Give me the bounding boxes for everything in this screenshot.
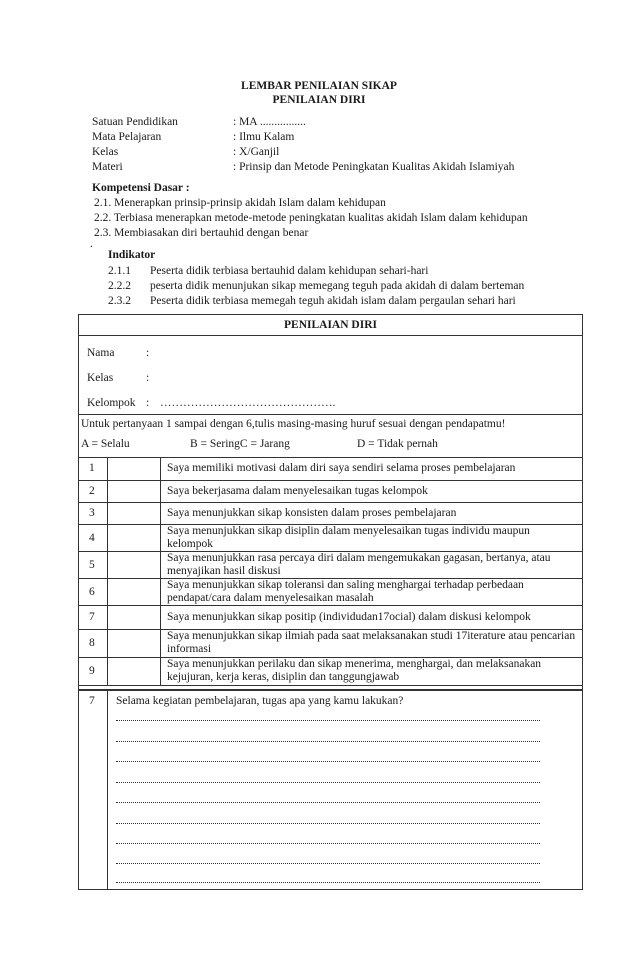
stray-dot: .	[90, 238, 93, 250]
answer-line[interactable]	[116, 782, 540, 783]
kelas-colon: :	[146, 372, 150, 384]
answer-cell[interactable]	[107, 629, 161, 658]
statement-text-cont: kejujuran, kerja keras, disiplin dan tanggungjawab	[167, 671, 400, 683]
document-title: LEMBAR PENILAIAN SIKAP	[241, 80, 397, 92]
info-label-satuan: Satuan Pendidikan	[92, 116, 178, 128]
kd-item: 2.3. Membiasakan diri bertauhid dengan benar	[94, 227, 309, 239]
statement-num: 1	[89, 462, 95, 474]
indikator-text: Peserta didik terbiasa bertauhid dalam kehidupan sehari-hari	[150, 265, 429, 277]
identity-box	[78, 335, 583, 415]
statement-text: Saya menunjukkan sikap disiplin dalam menyelesaikan tugas individu maupun	[167, 525, 530, 537]
answer-line[interactable]	[116, 802, 540, 803]
scale-a: A = Selalu	[81, 438, 130, 450]
indikator-text: Peserta didik terbiasa memegah teguh akidah islam dalam pergaulan sehari hari	[150, 295, 516, 307]
document-subtitle: PENILAIAN DIRI	[272, 94, 366, 106]
indikator-num: 2.2.2	[108, 280, 131, 292]
nama-label: Nama	[87, 347, 115, 359]
statement-text: Saya menunjukkan sikap positip (individudan17ocial) dalam diskusi kelompok	[167, 611, 531, 623]
info-label-kelas: Kelas	[92, 146, 119, 158]
answer-cell[interactable]	[107, 657, 161, 686]
statement-text: Saya menunjukkan sikap konsisten dalam proses pembelajaran	[167, 507, 457, 519]
scale-b-c: B = SeringC = Jarang	[190, 438, 290, 450]
essay-num-cell	[78, 689, 108, 890]
kelas-label: Kelas	[87, 372, 114, 384]
answer-line[interactable]	[116, 843, 540, 844]
statement-num: 7	[89, 611, 95, 623]
statement-text-cont: informasi	[167, 643, 212, 655]
indikator-text: peserta didik menunjukan sikap memegang teguh pada akidah di dalam berteman	[150, 280, 525, 292]
statement-text-cont: pendapat/cara dalam menyelesaikan masalah	[167, 592, 374, 604]
indikator-num: 2.3.2	[108, 295, 131, 307]
answer-line[interactable]	[116, 761, 540, 762]
statement-text: Saya menunjukkan rasa percaya diri dalam mengemukakan gagasan, bertanya, atau	[167, 552, 551, 564]
nama-colon: :	[146, 347, 150, 359]
info-value-satuan: : MA ................	[233, 116, 306, 128]
kd-item: 2.1. Menerapkan prinsip-prinsip akidah Islam dalam kehidupan	[94, 197, 386, 209]
answer-line[interactable]	[116, 882, 540, 883]
statement-num: 8	[89, 637, 95, 649]
answer-cell[interactable]	[107, 578, 161, 606]
statement-num: 5	[89, 559, 95, 571]
statement-num: 2	[89, 485, 95, 497]
indikator-heading: Indikator	[108, 249, 156, 261]
scale-d: D = Tidak pernah	[357, 438, 438, 450]
form-header-box	[78, 314, 583, 336]
statement-text: Saya bekerjasama dalam menyelesaikan tugas kelompok	[167, 485, 428, 497]
statement-text-cont: kelompok	[167, 538, 213, 550]
statement-num: 3	[89, 507, 95, 519]
statement-text: Saya menunjukkan sikap ilmiah pada saat melaksanakan studi 17iterature atau pencarian	[167, 630, 576, 642]
answer-cell[interactable]	[107, 502, 161, 525]
answer-cell[interactable]	[107, 551, 161, 579]
answer-cell[interactable]	[107, 605, 161, 630]
answer-cell[interactable]	[107, 457, 161, 481]
statement-text: Saya memiliki motivasi dalam diri saya sendiri selama proses pembelajaran	[167, 462, 516, 474]
kelompok-dots: ……………………………………….	[160, 397, 336, 409]
statement-num: 6	[89, 586, 95, 598]
form-header: PENILAIAN DIRI	[284, 319, 377, 331]
essay-question: Selama kegiatan pembelajaran, tugas apa yang kamu lakukan?	[116, 695, 404, 707]
answer-line[interactable]	[116, 720, 540, 721]
statement-text: Saya menunjukkan perilaku dan sikap menerima, menghargai, dan melaksanakan	[167, 658, 542, 670]
statement-num: 9	[89, 665, 95, 677]
statement-text: Saya menunjukkan sikap toleransi dan saling menghargai terhadap perbedaan	[167, 579, 524, 591]
kelompok-label: Kelompok	[87, 397, 136, 409]
essay-num: 7	[89, 695, 95, 707]
answer-cell[interactable]	[107, 480, 161, 503]
answer-line[interactable]	[116, 741, 540, 742]
info-label-mapel: Mata Pelajaran	[92, 131, 162, 143]
answer-line[interactable]	[116, 863, 540, 864]
answer-line[interactable]	[116, 823, 540, 824]
kd-heading: Kompetensi Dasar :	[92, 182, 190, 194]
instruction-text: Untuk pertanyaan 1 sampai dengan 6,tulis masing-masing huruf sesuai dengan pendapatmu!	[81, 418, 506, 430]
info-label-materi: Materi	[92, 161, 123, 173]
info-value-materi: : Prinsip dan Metode Peningkatan Kualitas Akidah Islamiyah	[233, 161, 515, 173]
answer-cell[interactable]	[107, 524, 161, 552]
info-value-kelas: : X/Ganjil	[233, 146, 280, 158]
statement-text-cont: menyajikan hasil diskusi	[167, 565, 281, 577]
statement-num: 4	[89, 532, 95, 544]
kd-item: 2.2. Terbiasa menerapkan metode-metode peningkatan kualitas akidah Islam dalam kehidupan	[94, 212, 528, 224]
kelompok-colon: :	[146, 397, 150, 409]
instruction-box	[78, 414, 583, 458]
info-value-mapel: : Ilmu Kalam	[233, 131, 295, 143]
indikator-num: 2.1.1	[108, 265, 131, 277]
